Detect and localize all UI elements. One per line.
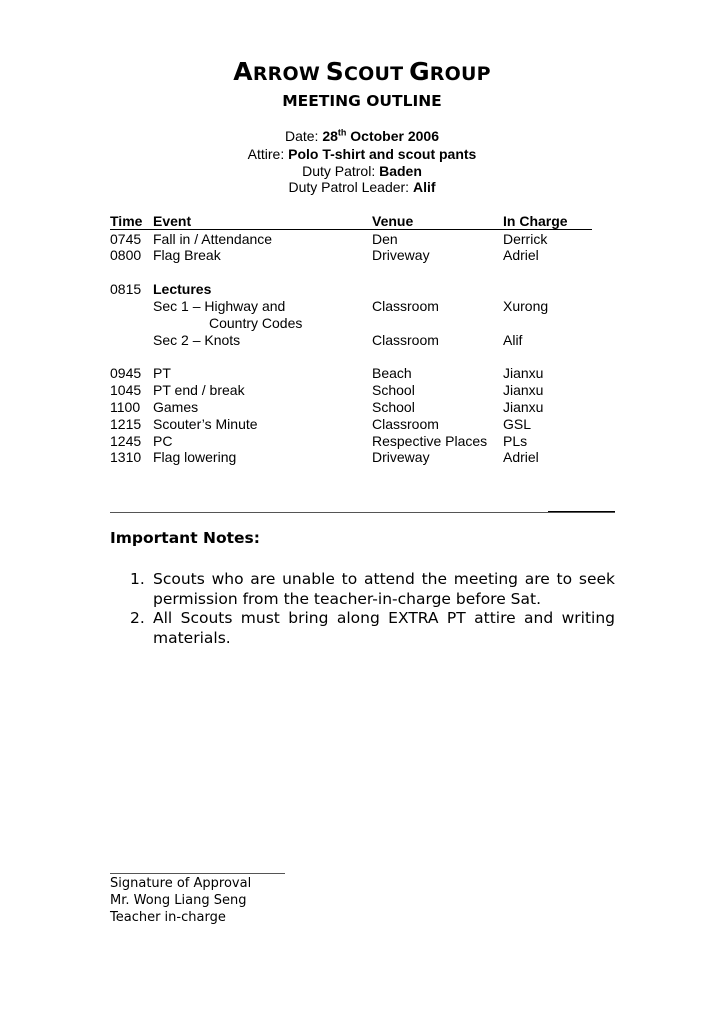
signature-line xyxy=(110,873,285,874)
table-row-in-charge: Adriel xyxy=(503,247,539,263)
table-row-event: Scouter’s Minute xyxy=(153,416,258,432)
note-number: 2. xyxy=(130,609,145,627)
header-venue: Venue xyxy=(372,213,414,229)
section-divider xyxy=(110,512,615,513)
table-row-venue: School xyxy=(372,382,415,398)
table-row-in-charge: Jianxu xyxy=(503,365,544,381)
table-row-event: PT xyxy=(153,365,171,381)
note-number: 1. xyxy=(130,570,145,588)
table-row-event: Country Codes xyxy=(209,315,303,331)
table-row-venue: School xyxy=(372,399,415,415)
table-row-venue: Classroom xyxy=(372,298,439,314)
table-row-event: Flag Break xyxy=(153,247,221,263)
table-row-time: 0800 xyxy=(110,247,142,263)
table-row-venue: Den xyxy=(372,231,398,247)
page-title: ARROW SCOUT GROUP xyxy=(233,57,491,86)
duty-patrol-line: Duty Patrol: Baden xyxy=(302,163,422,179)
table-row-time: 1045 xyxy=(110,382,142,398)
table-row-time: 1100 xyxy=(110,399,141,415)
note-text: Scouts who are unable to attend the meeting are to seek permission from the teacher-in-charge before Sat. xyxy=(153,570,615,608)
table-row-in-charge: Adriel xyxy=(503,449,539,465)
table-row-venue: Classroom xyxy=(372,332,439,348)
header-in-charge: In Charge xyxy=(503,213,568,229)
table-row-venue: Beach xyxy=(372,365,412,381)
section-divider-accent xyxy=(548,511,615,512)
table-row-in-charge: Xurong xyxy=(503,298,549,314)
header-time: Time xyxy=(110,213,143,229)
table-row-time: 0945 xyxy=(110,365,142,381)
table-row-event: Lectures xyxy=(153,281,212,297)
page-subtitle: MEETING OUTLINE xyxy=(282,92,442,110)
header-underline xyxy=(110,229,592,230)
approver-name: Mr. Wong Liang Seng xyxy=(110,893,247,908)
table-row-in-charge: Derrick xyxy=(503,231,548,247)
table-row-venue: Classroom xyxy=(372,416,439,432)
attire-line: Attire: Polo T-shirt and scout pants xyxy=(247,146,477,162)
header-event: Event xyxy=(153,213,192,229)
table-row-venue: Driveway xyxy=(372,449,430,465)
notes-heading: Important Notes: xyxy=(110,529,260,547)
table-row-event: Flag lowering xyxy=(153,449,237,465)
table-row-in-charge: GSL xyxy=(503,416,532,432)
list-item xyxy=(0,608,724,648)
table-row-time: 1245 xyxy=(110,433,142,449)
table-row-time: 1310 xyxy=(110,449,142,465)
table-row-time: 0815 xyxy=(110,281,142,297)
table-row-in-charge: Jianxu xyxy=(503,399,544,415)
table-row-time: 0745 xyxy=(110,231,142,247)
table-row-venue: Respective Places xyxy=(372,433,488,449)
table-row-event: Sec 2 – Knots xyxy=(153,332,241,348)
duty-leader-line: Duty Patrol Leader: Alif xyxy=(288,179,436,195)
note-text: All Scouts must bring along EXTRA PT attire and writing materials. xyxy=(153,609,615,647)
signature-caption: Signature of Approval xyxy=(110,876,252,891)
table-row-event: Fall in / Attendance xyxy=(153,231,273,247)
approver-role: Teacher in-charge xyxy=(110,910,226,925)
table-row-in-charge: PLs xyxy=(503,433,528,449)
list-item xyxy=(0,569,724,609)
table-row-venue: Driveway xyxy=(372,247,430,263)
table-row-event: Sec 1 – Highway and xyxy=(153,298,286,314)
table-row-in-charge: Alif xyxy=(503,332,523,348)
date-line: Date: 28th October 2006 xyxy=(284,127,440,144)
table-row-event: Games xyxy=(153,399,199,415)
table-row-time: 1215 xyxy=(110,416,142,432)
table-row-event: PC xyxy=(153,433,173,449)
table-row-in-charge: Jianxu xyxy=(503,382,544,398)
table-row-event: PT end / break xyxy=(153,382,245,398)
